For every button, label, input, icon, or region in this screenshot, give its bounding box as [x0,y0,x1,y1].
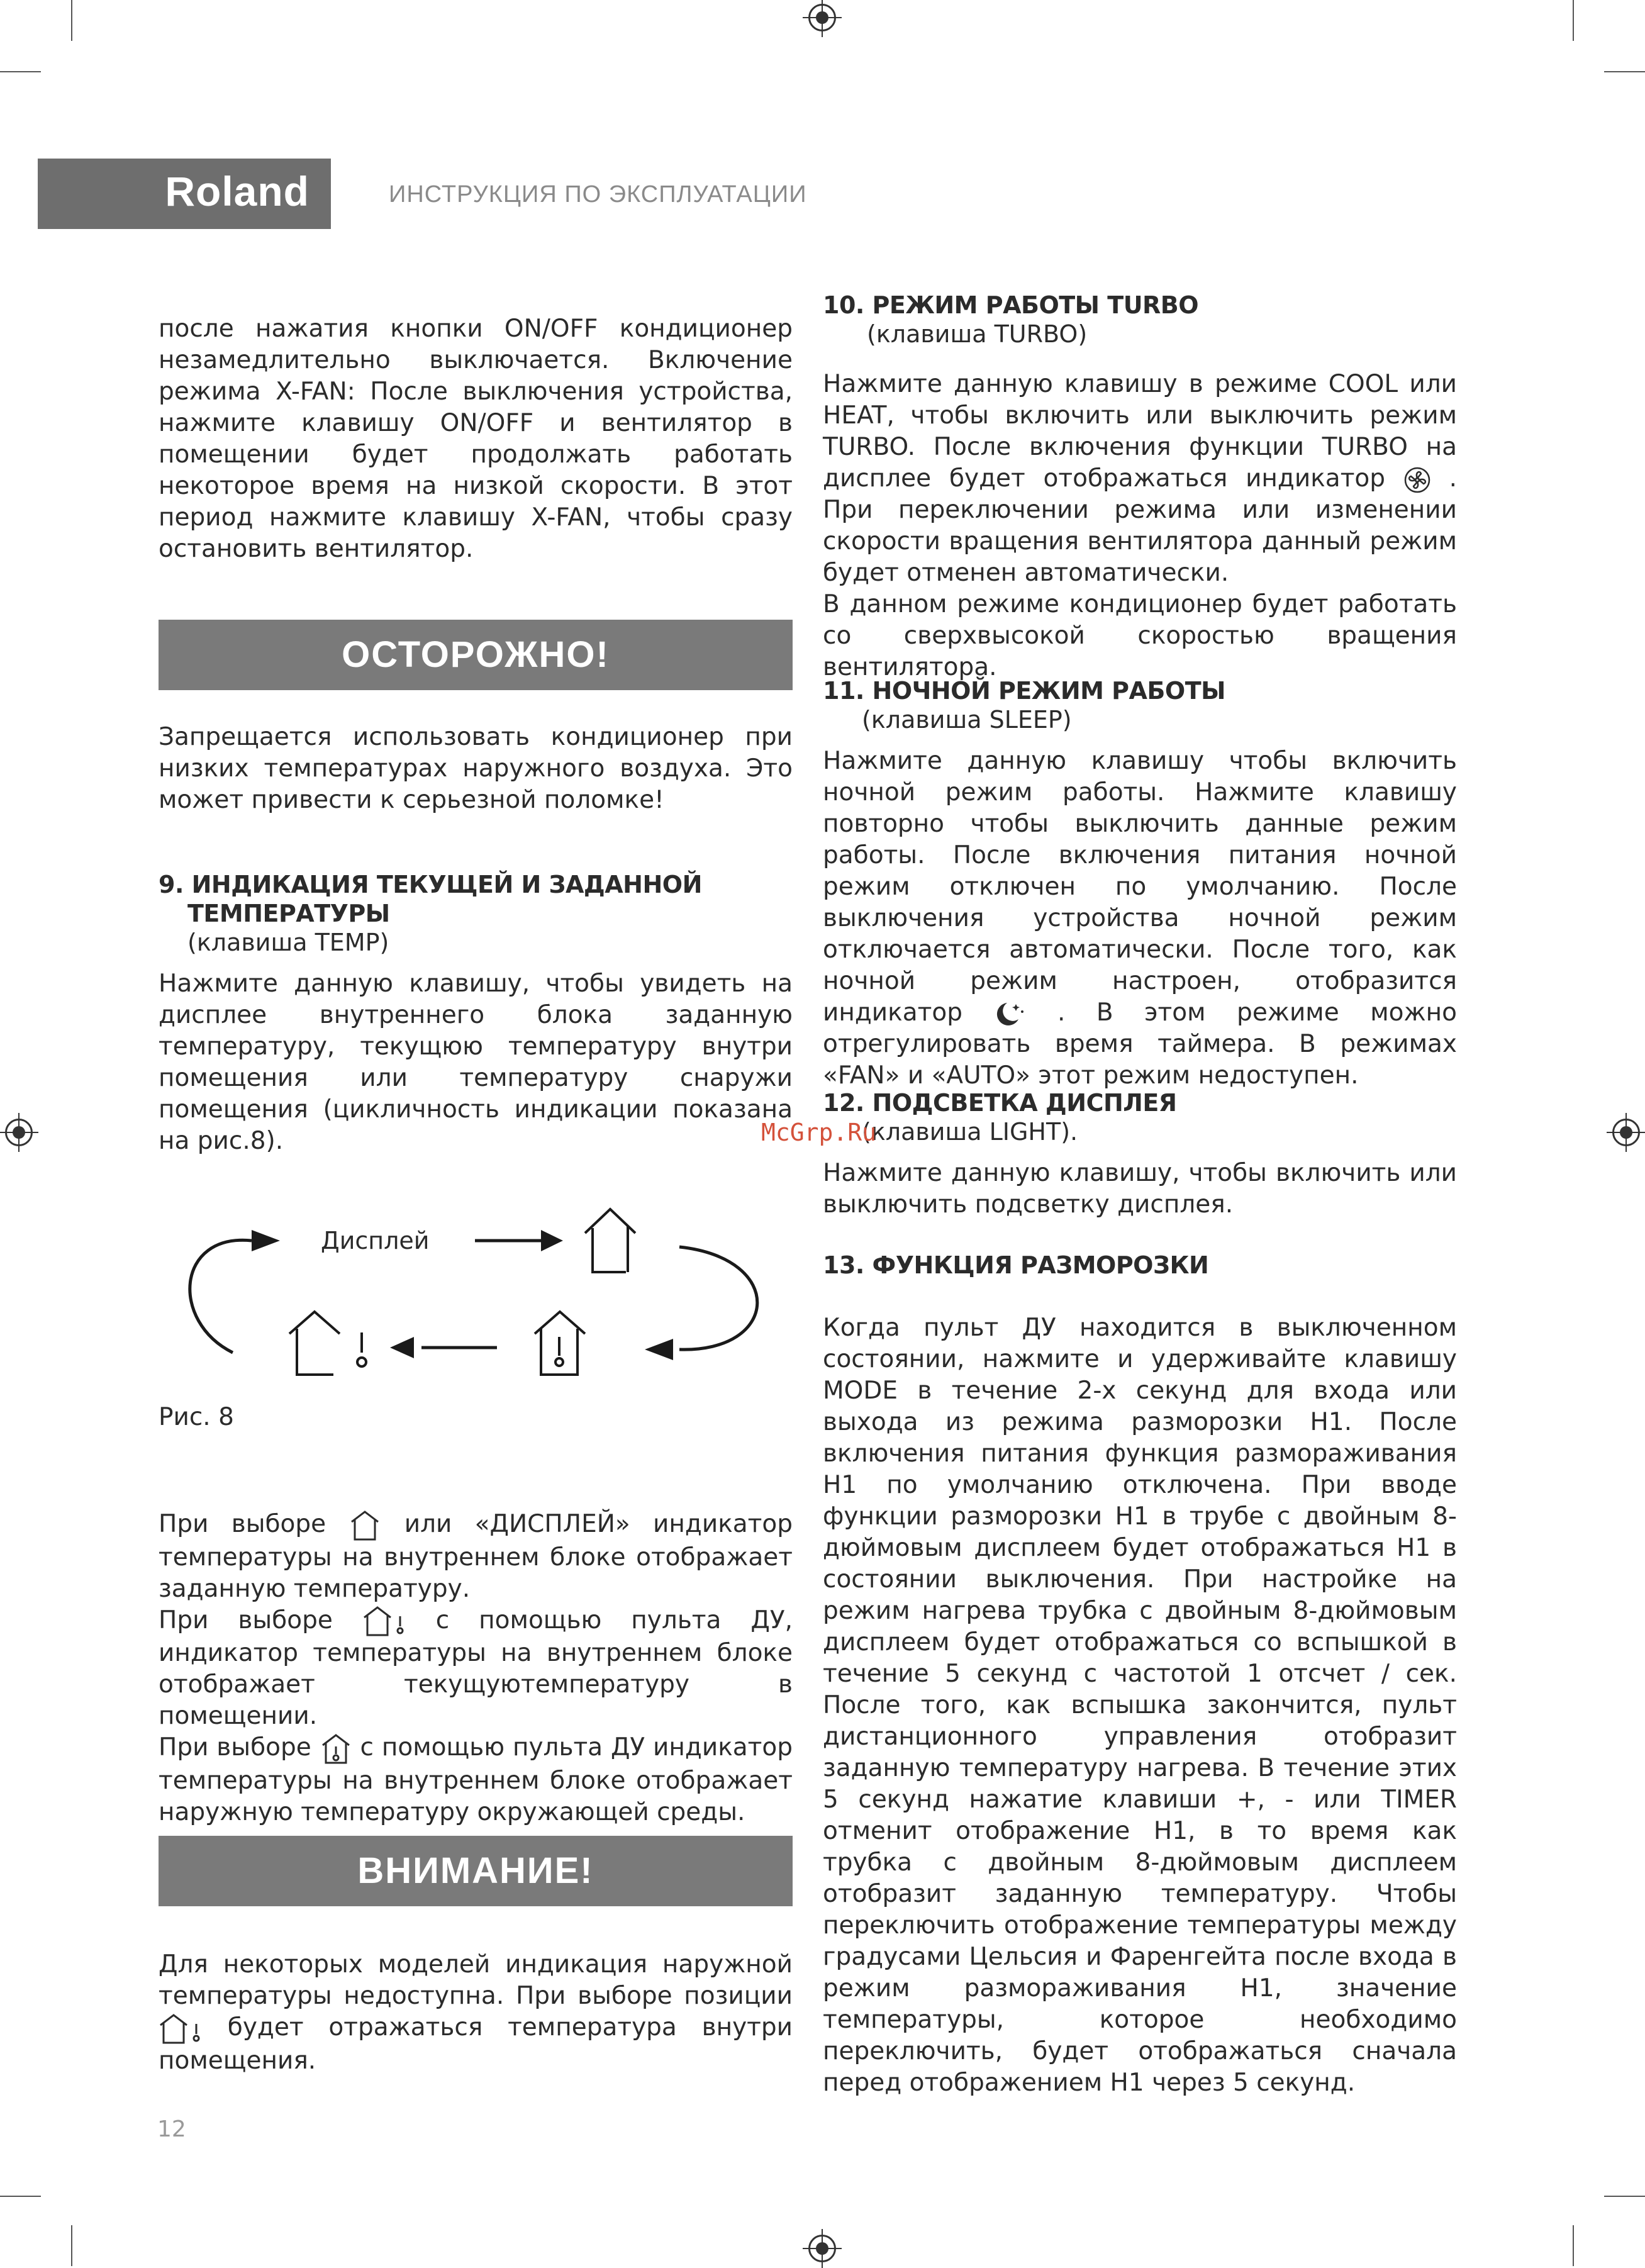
registration-mark-icon [808,4,836,31]
crop-mark [0,71,41,72]
crop-mark [71,2225,72,2266]
turbo-fan-icon [1403,466,1431,494]
cycle-arrow-left [190,1240,252,1353]
intro-paragraph: после нажатия кнопки ON/OFF кондиционер незамедлительно выключается. Включение режима X-FAN: После выключения устройства, нажмите клавишу ON/OFF и вентилятор в помещении будет продолжать работать некоторое время на низкой скорости. В этот период нажмите клавишу X-FAN, чтобы сразу остановить вентилятор. [159,315,793,563]
section-11-subtitle: (клавиша SLEEP) [862,706,1072,734]
attention-banner [159,1836,793,1906]
section-13 [823,1251,1457,2099]
registration-mark-icon [808,2235,836,2262]
section-9 [159,870,793,1157]
section-12-subtitle: (клавиша LIGHT). [862,1118,1078,1146]
section-11: 11. НОЧНОЙ РЕЖИМ РАБОТЫ (клавиша SLEEP) Нажмите данную клавишу чтобы включить ночной режим работы. Нажмите клавишу повторно чтобы выключить данные режим работы. После включения питания ночной режим отключен по умолчанию. После выключения устройства ночной режим отключается автоматически. После того, как ночной режим настроен, отобразится индикатор . В этом режиме можно отрегулировать время таймера. В режимах «FAN» и «AUTO» этот режим недоступен. [823,677,1457,1090]
attention-title: ВНИМАНИЕ! [357,1850,594,1891]
section-9-subtitle: (клавиша TEMP) [187,929,389,956]
selection-3-text: с помощью пульта ДУ индикатор температуры на внутреннем блоке отображает наружную температуру окружающей среды. [159,1733,793,1826]
selection-2-lead: При выборе [159,1606,333,1634]
section-13-text: Когда пульт ДУ находится в выключенном состоянии, нажмите и удерживайте клавишу MODE в течение 2-х секунд для входа или выхода из режима разморозки H1. После включения питания функция размораживания H1 по умолчанию отключена. При вводе функции разморозки H1 в трубе с двойным 8-дюймовым дисплеем будет отображаться H1 в состоянии выключения. При настройке на режим нагрева трубка с двойным 8-дюймовым дисплеем будет отображаться со вспышкой в течение 5 секунд с частотой 1 отсчет / сек. После того, как вспышка закончится, пульт дистанционного управления отобразит заданную температуру нагрева. В течение этих 5 секунд нажатие клавиши +, - или TIMER отменит отображение H1, в то время как трубка с двойным 8-дюймовым дисплеем отобразит заданную температуру. Чтобы переключить отображение температуры между градусами Цельсия и Фаренгейта после входа в режим размораживания H1, значение температуры, которое необходимо переключить, будет отображаться сначала перед отображением H1 через 5 секунд. [823,1314,1457,2097]
arrowhead [541,1230,563,1251]
section-11-title: 11. НОЧНОЙ РЕЖИМ РАБОТЫ [823,677,1225,705]
caution-title: ОСТОРОЖНО! [342,634,610,675]
house-indoor-thermometer-icon [535,1312,585,1375]
selection-2-text: с помощью пульта ДУ, индикатор температуры на внутреннем блоке отображает текущуютемпературу в помещении. [159,1606,793,1730]
section-10-subtitle: (клавиша TURBO) [867,320,1088,348]
crop-mark [1573,0,1574,41]
crop-mark [1573,2225,1574,2266]
figure-caption: Рис. 8 [159,1403,234,1431]
crop-mark [71,0,72,41]
section-10-text-2: В данном режиме кондиционер будет работать со сверхвысокой скоростью вращения вентилятора. [823,590,1457,681]
arrowhead [252,1230,280,1251]
crop-mark [1604,71,1645,72]
selection-1-text: или «ДИСПЛЕЙ» индикатор температуры на внутреннем блоке отображает заданную температуру. [159,1510,793,1603]
registration-mark-icon [1612,1119,1640,1146]
arrowhead [390,1337,414,1358]
section-12-text: Нажмите данную клавишу, чтобы включить или выключить подсветку дисплея. [823,1159,1457,1219]
section-12-title: 12. ПОДСВЕТКА ДИСПЛЕЯ [823,1089,1177,1117]
crop-mark [0,2196,41,2197]
arrowhead [645,1339,673,1360]
watermark: McGrp.Ru [761,1119,877,1146]
selection-1-lead: При выборе [159,1510,326,1538]
house-indoor-thermometer-icon [159,2013,203,2045]
section-9-title-line2: ТЕМПЕРАТУРЫ [187,900,390,927]
selection-descriptions [159,1509,793,1828]
section-13-title: 13. ФУНКЦИЯ РАЗМОРОЗКИ [823,1251,1209,1279]
house-outdoor-thermometer-icon [320,1733,352,1765]
section-9-title-line1: 9. ИНДИКАЦИЯ ТЕКУЩЕЙ И ЗАДАННОЙ [159,871,702,898]
crop-mark [1604,2196,1645,2197]
selection-3-lead: При выборе [159,1733,311,1762]
page-number: 12 [157,2116,186,2142]
section-10-title: 10. РЕЖИМ РАБОТЫ TURBO [823,291,1199,319]
cycle-arrow-right [679,1247,757,1349]
house-indoor-thermometer-icon [362,1605,406,1638]
header-title: ИНСТРУКЦИЯ ПО ЭКСПЛУАТАЦИИ [389,181,807,208]
section-9-text: Нажмите данную клавишу, чтобы увидеть на дисплее внутреннего блока заданную температуру, текущюю температуру внутри помещения или температуру снаружи помещения (цикличность индикации показана на рис.8). [159,969,793,1155]
house-icon [585,1209,635,1272]
house-icon [349,1509,381,1542]
temperature-cycle-diagram [182,1195,786,1397]
brand-logo [38,159,331,229]
caution-banner [159,620,793,690]
registration-mark-icon [5,1119,33,1146]
attention-text: Для некоторых моделей индикация наружной температуры недоступна. При выборе позиции будет отражаться температура внутри помещения. [159,1950,793,2075]
house-outdoor-thermometer-icon [289,1312,366,1375]
caution-text: Запрещается использовать кондиционер при низких температурах наружного воздуха. Это может привести к серьезной поломке! [159,723,793,814]
section-10: 10. РЕЖИМ РАБОТЫ TURBO (клавиша TURBO) Нажмите данную клавишу в режиме COOL или HEAT, чтобы включить или выключить режим TURBO. После включения функции TURBO на дисплее будет отображаться индикатор . При переключении режима или изменении скорости вращения вентилятора данный режим будет отменен автоматически. В данном режиме кондиционер будет работать со сверхвысокой скоростью вращения вентилятора. [823,291,1457,683]
brand-name: Roland [165,168,309,215]
diagram-display-label: Дисплей [321,1227,430,1254]
moon-stars-icon [993,1000,1026,1028]
section-12 [823,1088,1457,1221]
